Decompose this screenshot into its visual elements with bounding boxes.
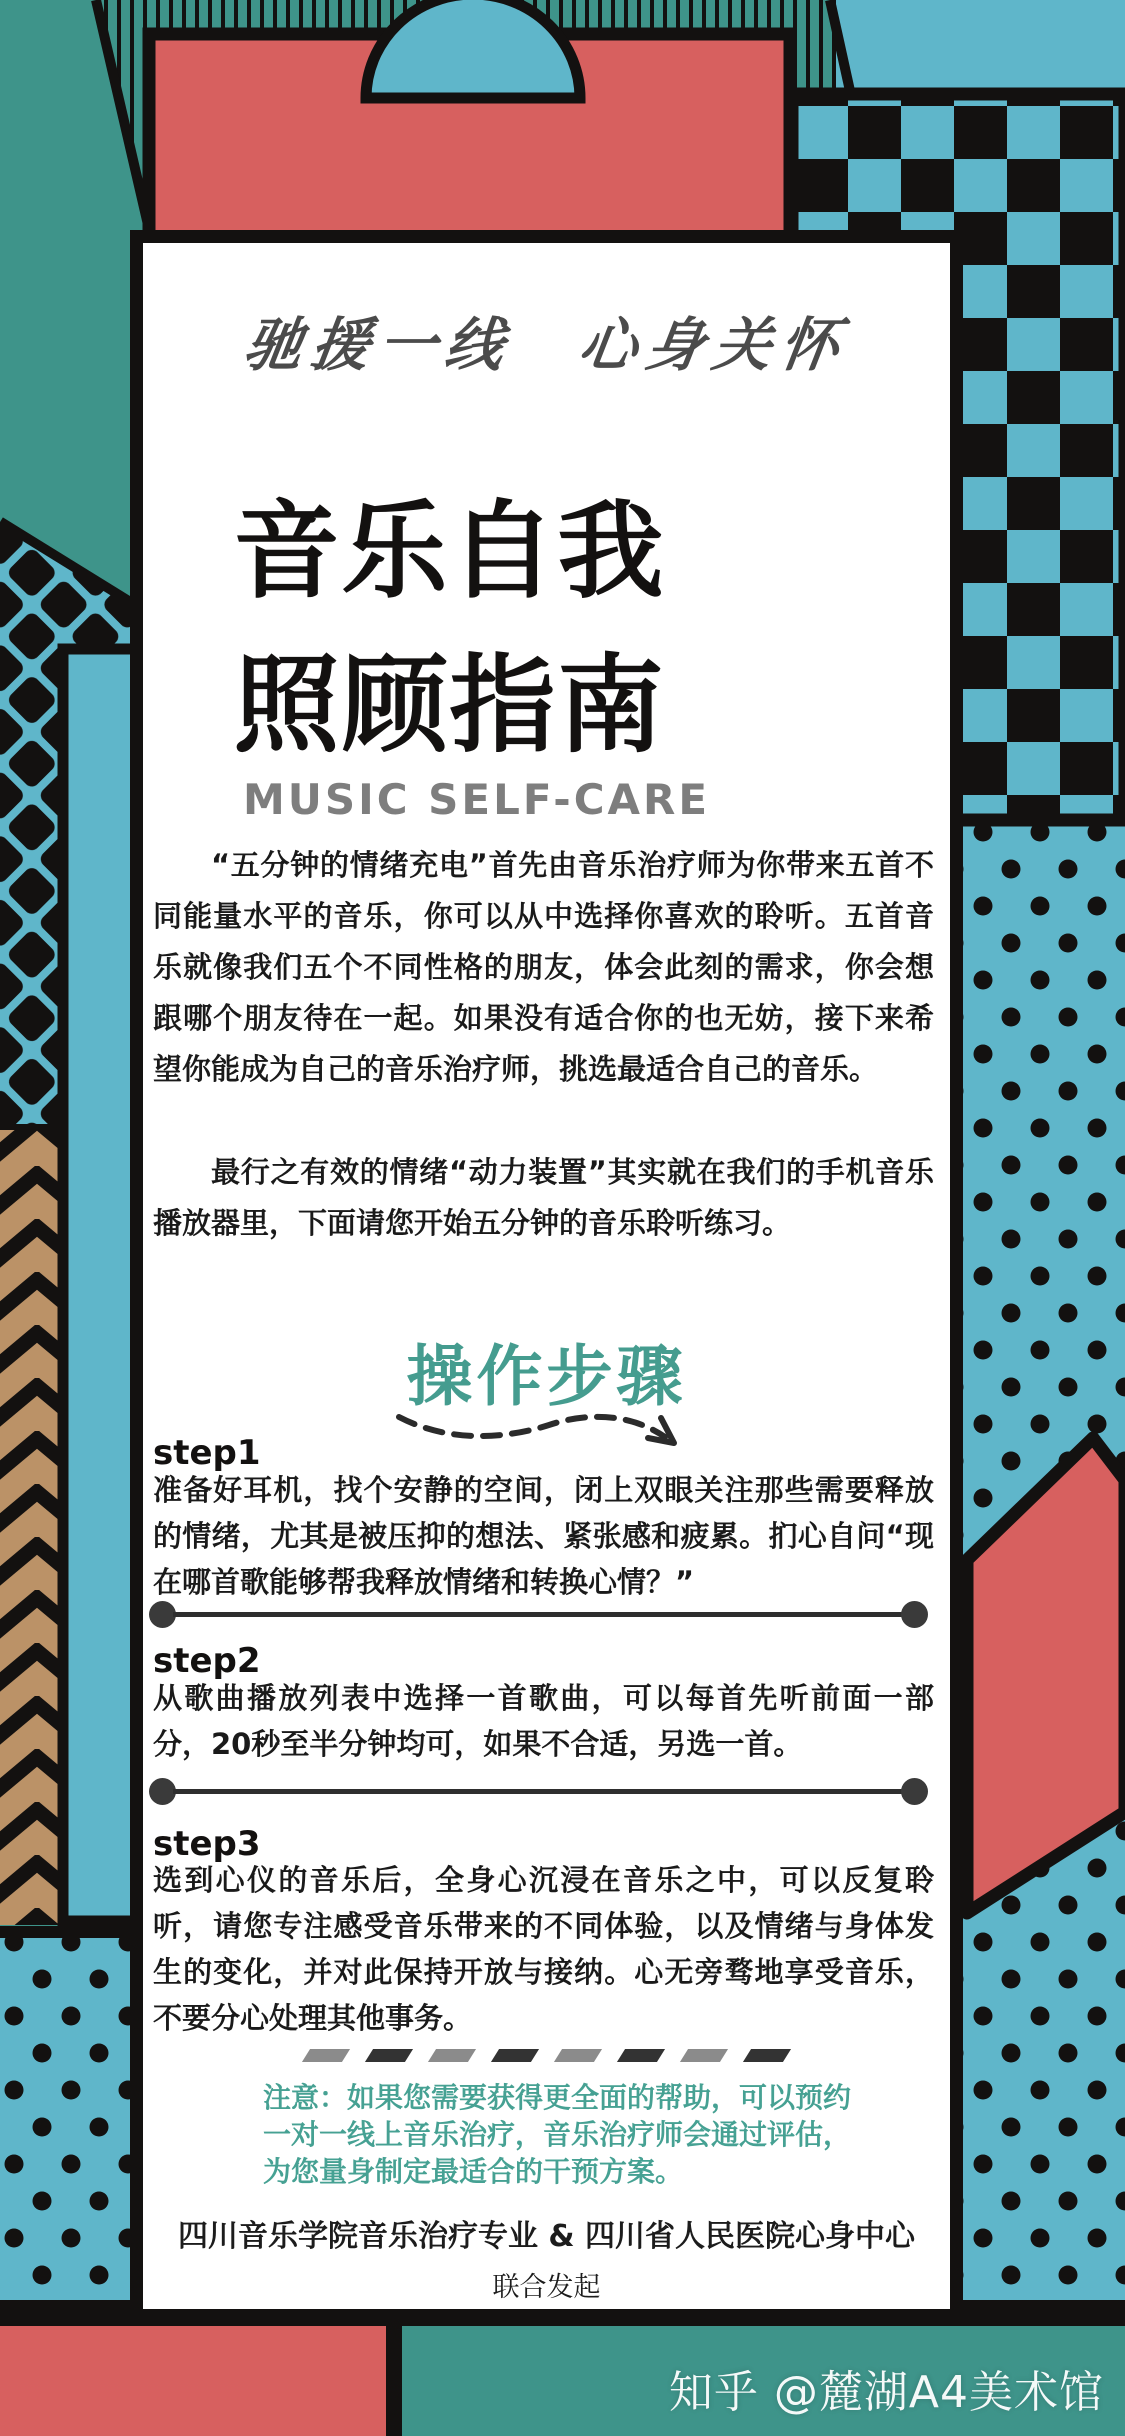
divider-dot-left	[149, 1601, 176, 1628]
organizers-line: 四川音乐学院音乐治疗专业 & 四川省人民医院心身中心	[177, 2219, 916, 2254]
intro-paragraph-1: “五分钟的情绪充电”首先由音乐治疗师为你带来五首不同能量水平的音乐，你可以从中选择你喜欢的聆听。五首音乐就像我们五个不同性格的朋友，体会此刻的需求，你会想跟哪个朋友待在一起。如果没有适合你的也无妨，接下来希望你能成为自己的音乐治疗师，挑选最适合自己的音乐。	[153, 848, 934, 1086]
steps-heading: 操作步骤	[406, 1338, 687, 1415]
step-divider	[149, 1778, 928, 1805]
watermark: 知乎 @麓湖A4美术馆	[668, 2367, 1104, 2418]
divider-dot-right	[901, 1778, 928, 1805]
title-line1: 音乐自我	[233, 490, 666, 613]
banner-slogan: 驰援一线 心身关怀	[239, 311, 853, 379]
step-divider	[149, 1601, 928, 1628]
divider-dot-left	[149, 1778, 176, 1805]
page-title	[46, 475, 853, 783]
step3-label: step3	[153, 1824, 261, 1864]
divider-dot-right	[901, 1601, 928, 1628]
dash-separator-icon	[143, 2049, 950, 2062]
divider-line	[173, 1789, 904, 1794]
step1-label: step1	[153, 1433, 261, 1473]
divider-line	[173, 1612, 904, 1617]
note-text: 注意：如果您需要获得更全面的帮助，可以预约一对一线上音乐治疗，音乐治疗师会通过评估，为您量身制定最适合的干预方案。	[263, 2081, 852, 2188]
lightblue-top-right	[836, 0, 1125, 100]
title-line2: 照顾指南	[233, 644, 666, 767]
step1-text: 准备好耳机，找个安静的空间，闭上双眼关注那些需要释放的情绪，尤其是被压抑的想法、紧张感和疲累。扪心自问“现在哪首歌能够帮我释放情绪和转换心情？”	[153, 1473, 934, 1599]
step3-text: 选到心仪的音乐后，全身心沉浸在音乐之中，可以反复聆听，请您专注感受音乐带来的不同体验，以及情绪与身体发生的变化，并对此保持开放与接纳。心无旁骛地享受音乐，不要分心处理其他事务。	[153, 1863, 934, 2035]
subtitle-en: MUSIC SELF-CARE	[242, 775, 711, 824]
poster-card	[130, 230, 963, 2322]
intro-paragraph-2: 最行之有效的情绪“动力装置”其实就在我们的手机音乐播放器里，下面请您开始五分钟的音乐聆听练习。	[153, 1155, 934, 1240]
polkadot-panel-left	[0, 1932, 150, 2310]
red-footer-block	[0, 2326, 386, 2436]
step2-text: 从歌曲播放列表中选择一首歌曲，可以每首先听前面一部分，20秒至半分钟均可，如果不合适，另选一首。	[153, 1681, 934, 1761]
organizers-suffix: 联合发起	[492, 2272, 601, 2303]
step2-label: step2	[153, 1641, 261, 1681]
